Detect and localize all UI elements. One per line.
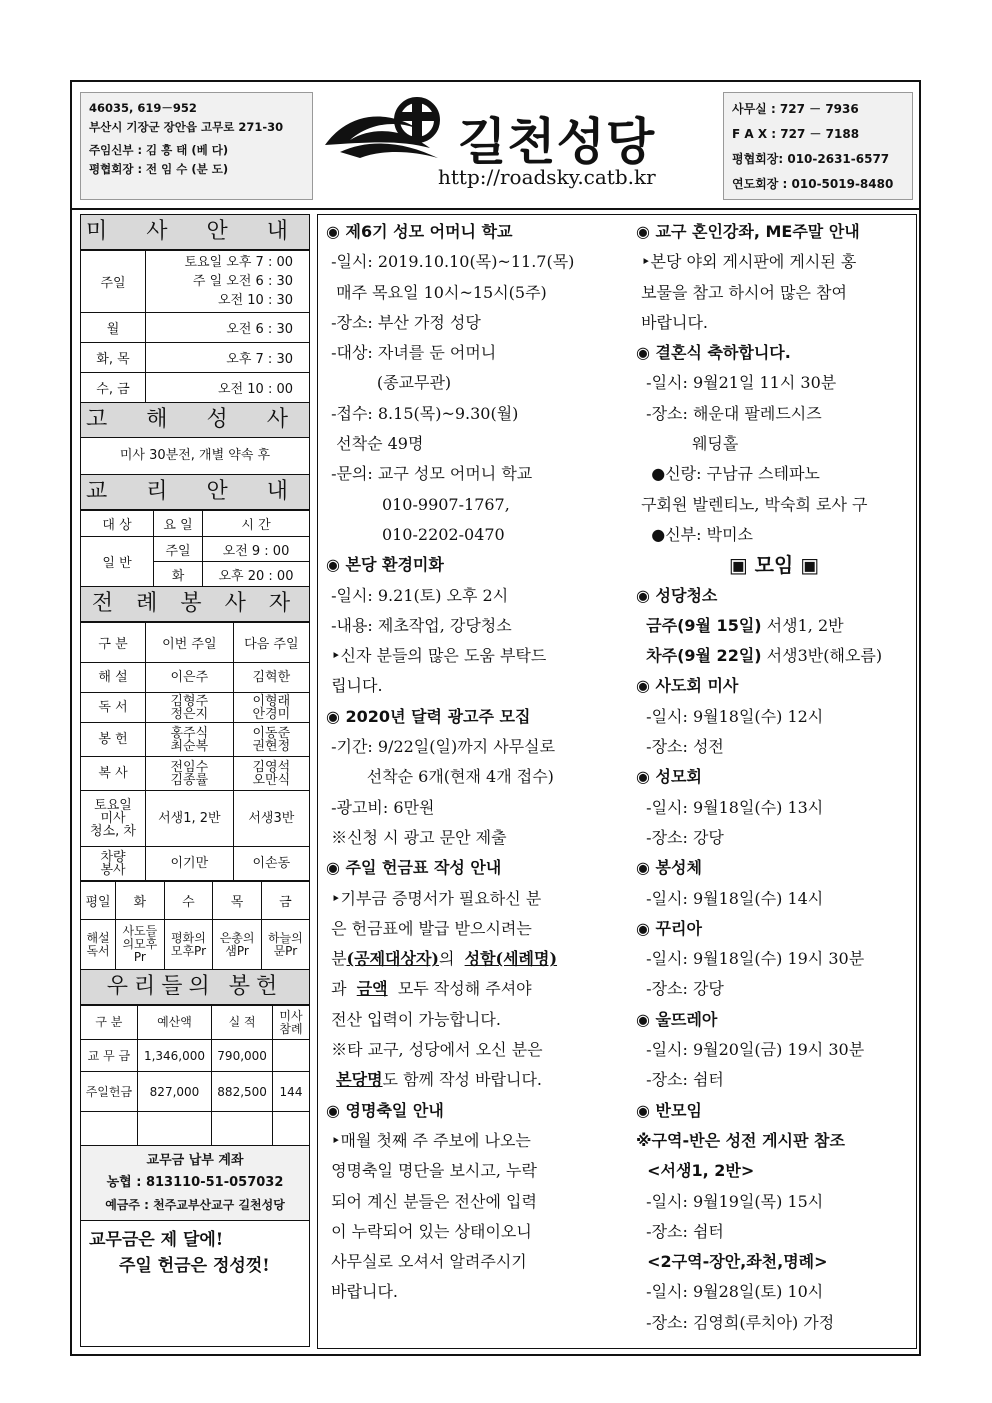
catechism-day: 주일: [154, 537, 203, 562]
text-line: 010-2202-0470: [326, 524, 505, 544]
section-heading: ◉ 꾸리아: [636, 918, 702, 938]
text-line: -일시: 2019.10.10(목)~11.7(목): [326, 252, 575, 272]
text-line: -일시: 9월20일(금) 19시 30분: [636, 1040, 865, 1060]
text-line: -접수: 8.15(목)~9.30(월): [326, 403, 519, 423]
text-line: 선착순 49명: [326, 434, 424, 454]
text-line: -일시: 9월18일(수) 14시: [636, 888, 824, 908]
text-span: [636, 616, 646, 635]
text-line: -장소: 부산 가정 성당: [326, 312, 481, 332]
liturgy-header: 구 분: [81, 623, 146, 663]
rich-line: [636, 641, 912, 671]
header-divider: [72, 208, 919, 210]
section-heading: <2구역-장안,좌천,명례>: [636, 1252, 828, 1272]
liturgy-cell: 해 설: [81, 663, 146, 693]
mass-time: 오전 6 : 30: [146, 313, 310, 343]
text-line: -문의: 교구 성모 어머니 학교: [326, 464, 533, 484]
section-heading: ◉ 반모임: [636, 1100, 702, 1120]
liturgy-row: [81, 847, 309, 881]
text-line: 보물을 참고 하시어 많은 참여: [636, 282, 847, 302]
mass-title: 미 사 안 내: [81, 215, 309, 250]
weekday-header: 화: [116, 882, 164, 920]
text-line: ●신랑: 구남규 스테파노: [636, 464, 820, 484]
account-box: [81, 1146, 309, 1221]
section-heading: ◉ 성모회: [636, 767, 702, 787]
liturgy-header: 다음 주일: [233, 623, 309, 663]
text-line: 사무실로 오셔서 알려주시기: [326, 1252, 527, 1272]
section-heading: ◉ 봉성체: [636, 858, 702, 878]
liturgy-cell: 김형주 정은지: [146, 693, 234, 723]
left-panel: [80, 214, 310, 1347]
liturgy-cell: 김영석 오만식: [233, 757, 309, 791]
confession-text: 미사 30분전, 개별 약속 후: [81, 438, 309, 475]
text-span: 모두 작성해 주셔야: [387, 979, 532, 999]
rich-line: [326, 974, 622, 1004]
offering-cell: 주일헌금: [81, 1072, 137, 1112]
catechism-day: 화: [154, 562, 203, 587]
section-heading: ◉ 교구 혼인강좌, ME주말 안내: [636, 222, 860, 241]
fax-number: F A X : 727 － 7188: [732, 127, 860, 141]
liturgy-cell: 차량 봉사: [81, 847, 146, 881]
pastor-name: 주임신부 : 김 흥 태 (베 다): [89, 143, 229, 157]
section-heading: ◉ 울뜨레아: [636, 1009, 718, 1029]
text-span: 의: [438, 949, 465, 969]
text-line: ●신부: 박미소: [636, 524, 753, 544]
liturgy-cell: 김혁한: [233, 663, 309, 693]
text-span: (공제대상자): [346, 949, 439, 969]
text-span: 서생3반(해오름): [761, 646, 883, 666]
text-line: 매주 목요일 10시~15시(5주): [326, 282, 547, 302]
text-line: -내용: 제초작업, 강당청소: [326, 615, 512, 635]
weekday-header: 평일: [81, 882, 116, 920]
text-line: -일시: 9월18일(수) 12시: [636, 706, 824, 726]
weekday-cell: 사도들 의모후 Pr: [116, 920, 164, 970]
liturgy-cell: 이동준 권현정: [233, 723, 309, 757]
text-line: -장소: 강당: [636, 979, 724, 999]
text-line: -일시: 9월21일 11시 30분: [636, 373, 837, 393]
offering-cell: 교 무 금: [81, 1040, 137, 1072]
group-heading: ▣ 모임 ▣: [728, 553, 820, 578]
mass-time: 토요일 오후 7 : 00: [184, 255, 293, 270]
text-span: 금주(9월 15일): [646, 615, 762, 635]
mass-time: 오전 10 : 00: [146, 373, 310, 403]
mass-day: 화, 목: [81, 343, 146, 373]
council-president: 평협회장 : 전 임 수 (분 도): [89, 162, 229, 176]
text-line: -장소: 김영희(루치아) 가정: [636, 1312, 835, 1332]
text-line: 구회원 발렌티노, 박숙희 로사 구: [636, 494, 868, 514]
text-line: 이 누락되어 있는 상태이오니: [326, 1221, 532, 1241]
liturgy-cell: 이형래 안경미: [233, 693, 309, 723]
rich-line: [636, 611, 912, 641]
text-span: 금액: [356, 979, 388, 999]
text-line: -광고비: 6만원: [326, 797, 435, 817]
catechism-time: 오전 9 : 00: [203, 537, 310, 562]
offering-header: 예산액: [137, 1006, 211, 1040]
weekday-cell: 평화의 모후Pr: [164, 920, 213, 970]
liturgy-cell: 복 사: [81, 757, 146, 791]
text-line: 선착순 6개(현재 4개 접수): [326, 767, 554, 787]
liturgy-header: 이번 주일: [146, 623, 234, 663]
section-heading: ◉ 본당 환경미화: [326, 555, 444, 575]
weekday-header: 목: [213, 882, 261, 920]
catechism-table: [81, 510, 309, 587]
liturgy-cell: 이은주: [146, 663, 234, 693]
section-heading: <서생1, 2반>: [636, 1161, 755, 1181]
section-heading: ◉ 결혼식 축하합니다.: [636, 343, 791, 363]
liturgy-row: [81, 663, 309, 693]
mass-day: 월: [81, 313, 146, 343]
offering-title: 우리들의 봉헌: [81, 970, 309, 1005]
address-line: 부산시 기장군 장안읍 고무로 271-30: [89, 120, 284, 134]
section-heading: ※구역-반은 성전 게시판 참조: [636, 1130, 845, 1150]
text-span: [636, 646, 646, 665]
liturgy-cell: 서생1, 2반: [146, 791, 234, 847]
liturgy-cell: 이손동: [233, 847, 309, 881]
text-line: -일시: 9월18일(수) 19시 30분: [636, 949, 865, 969]
right-column: [636, 217, 912, 1338]
contact-box: [723, 92, 913, 200]
text-span: [326, 1070, 336, 1089]
offering-cell: 144: [273, 1072, 310, 1112]
liturgy-cell: 독 서: [81, 693, 146, 723]
text-line: 웨딩홀: [636, 434, 739, 454]
office-phone: 사무실 : 727 － 7936: [732, 102, 859, 116]
rich-line: [326, 1065, 622, 1095]
weekday-table: [81, 881, 309, 970]
text-line: ‣매월 첫째 주 주보에 나오는: [326, 1130, 531, 1150]
offering-table: [81, 1005, 309, 1146]
liturgy-cell: 이기만: [146, 847, 234, 881]
liturgy-cell: 봉 헌: [81, 723, 146, 757]
text-line: -대상: 자녀를 둔 어머니: [326, 343, 497, 363]
council-phone: 평협회장: 010-2631-6577: [732, 152, 890, 166]
text-line: -장소: 강당: [636, 827, 724, 847]
liturgy-table: [81, 622, 309, 881]
text-line: -일시: 9.21(토) 오후 2시: [326, 585, 509, 605]
account-title: 교무금 납부 계좌: [146, 1153, 244, 1168]
yeondo-phone: 연도회장 : 010-5019-8480: [732, 177, 894, 191]
weekday-cell: 은총의 샘Pr: [213, 920, 261, 970]
text-line: -장소: 쉼터: [636, 1070, 724, 1090]
weekday-cell: 해설 독서: [81, 920, 116, 970]
slogan-line: 교무금은 제 달에!: [89, 1230, 224, 1250]
weekday-header: 수: [164, 882, 213, 920]
mass-time: 오전 10 : 30: [218, 293, 293, 308]
text-line: -일시: 9월18일(수) 13시: [636, 797, 824, 817]
text-line: 전산 입력이 가능합니다.: [326, 1009, 501, 1029]
liturgy-row: [81, 791, 309, 847]
account-number: 농협 : 813110-51-057032: [106, 1175, 284, 1190]
middle-column: [326, 217, 622, 1308]
address-line: 46035, 619－952: [89, 101, 197, 115]
text-line: 바랍니다.: [636, 312, 708, 332]
text-line: ‣본당 야외 게시판에 게시된 홍: [636, 252, 857, 272]
text-line: -장소: 성전: [636, 737, 724, 757]
text-span: 차주(9월 22일): [646, 646, 762, 666]
church-url[interactable]: http://roadsky.catb.kr: [438, 165, 656, 189]
text-span: 도 함께 작성 바랍니다.: [382, 1070, 542, 1090]
offering-header: 미사 참례: [273, 1006, 310, 1040]
offering-header: 구 분: [81, 1006, 137, 1040]
liturgy-cell: 홍주식 최순복: [146, 723, 234, 757]
section-heading: ◉ 제6기 성모 어머니 학교: [326, 222, 513, 241]
catechism-header: 요 일: [154, 511, 203, 537]
text-line: -기간: 9/22일(일)까지 사무실로: [326, 737, 556, 757]
text-line: -장소: 쉼터: [636, 1221, 724, 1241]
offering-cell: [273, 1040, 310, 1072]
text-span: 서생1, 2반: [761, 615, 844, 635]
catechism-time: 오후 20 : 00: [203, 562, 310, 587]
text-span: 분: [326, 949, 347, 969]
liturgy-cell: 전임수 김종률: [146, 757, 234, 791]
text-line: -장소: 해운대 팔레드시즈: [636, 403, 822, 423]
section-heading: ◉ 주일 헌금표 작성 안내: [326, 858, 502, 878]
text-line: ‣신자 분들의 많은 도움 부탁드: [326, 646, 547, 666]
confession-title: 고 해 성 사: [81, 403, 309, 438]
liturgy-row: [81, 723, 309, 757]
text-line: (종교무관): [326, 373, 452, 393]
catechism-group: 일 반: [81, 537, 154, 587]
liturgy-cell: 토요일 미사 청소, 차: [81, 791, 146, 847]
mass-time: 오후 7 : 30: [146, 343, 310, 373]
liturgy-cell: 서생3반: [233, 791, 309, 847]
mass-day: 주일: [81, 251, 146, 313]
text-line: ※신청 시 광고 문안 제출: [326, 827, 507, 847]
mass-table: [81, 250, 309, 403]
address-box: [80, 92, 313, 200]
text-line: 되어 계신 분들은 전산에 입력: [326, 1191, 537, 1211]
offering-cell: 790,000: [212, 1040, 273, 1072]
section-heading: ◉ 2020년 달력 광고주 모집: [326, 706, 531, 726]
text-line: 은 헌금표에 발급 받으시려는: [326, 918, 532, 938]
rich-line: [326, 944, 622, 974]
section-heading: ◉ 영명축일 안내: [326, 1100, 444, 1120]
text-line: 010-9907-1767,: [326, 494, 510, 514]
text-line: ※타 교구, 성당에서 오신 분은: [326, 1040, 543, 1060]
text-span: 성함(세례명): [464, 949, 558, 969]
text-line: 립니다.: [326, 676, 383, 696]
text-line: 영명축일 명단을 보시고, 누락: [326, 1161, 537, 1181]
liturgy-row: [81, 757, 309, 791]
text-line: 바랍니다.: [326, 1282, 398, 1302]
text-span: 본당명: [336, 1070, 383, 1090]
section-heading: ◉ 성당청소: [636, 585, 718, 605]
catechism-title: 교 리 안 내: [81, 475, 309, 510]
mass-day: 수, 금: [81, 373, 146, 403]
church-title: 길천성당: [458, 113, 656, 171]
text-span: 과: [326, 979, 357, 999]
catechism-header: 대 상: [81, 511, 154, 537]
offering-cell: 882,500: [212, 1072, 273, 1112]
account-holder: 예금주 : 천주교부산교구 길천성당: [105, 1198, 285, 1212]
slogan-line: 주일 헌금은 정성껏!: [119, 1256, 270, 1276]
offering-cell: 827,000: [137, 1072, 211, 1112]
text-line: -일시: 9월28일(토) 10시: [636, 1282, 824, 1302]
offering-header: 실 적: [212, 1006, 273, 1040]
liturgy-title: 전 례 봉 사 자: [81, 587, 309, 622]
mass-time: 주 일 오전 6 : 30: [192, 274, 293, 289]
text-line: ‣기부금 증명서가 필요하신 분: [326, 888, 542, 908]
slogan-box: [81, 1221, 309, 1285]
catechism-header: 시 간: [203, 511, 310, 537]
section-heading: ◉ 사도회 미사: [636, 676, 739, 696]
offering-cell: 1,346,000: [137, 1040, 211, 1072]
weekday-header: 금: [261, 882, 309, 920]
liturgy-row: [81, 693, 309, 723]
weekday-cell: 하늘의 문Pr: [261, 920, 309, 970]
text-line: -일시: 9월19일(목) 15시: [636, 1191, 824, 1211]
